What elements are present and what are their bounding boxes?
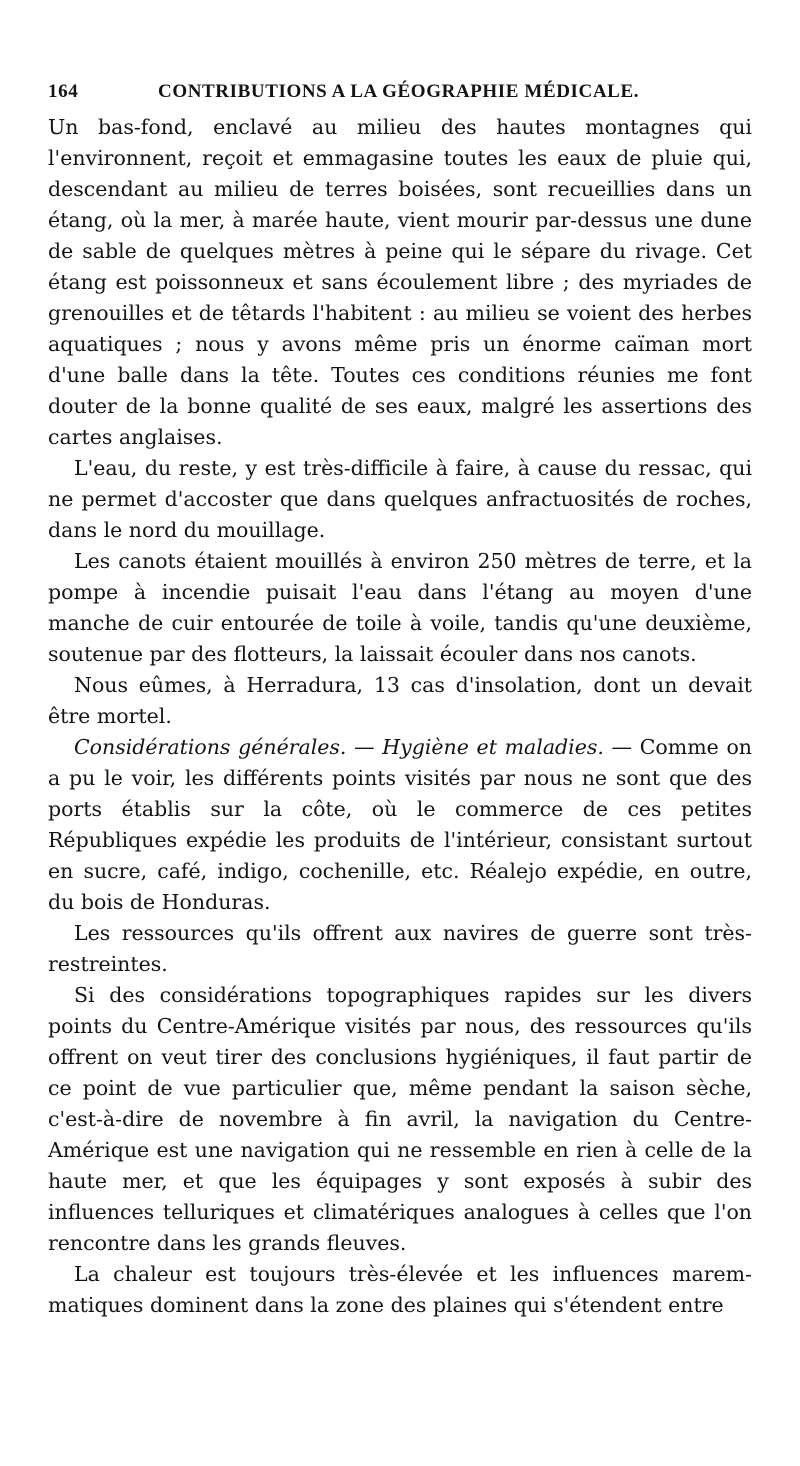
page-number: 164 xyxy=(48,81,79,102)
running-title: CONTRIBUTIONS A LA GÉOGRAPHIE MÉDICALE. xyxy=(158,81,640,102)
section-heading: Considérations générales. — Hygiène et maladies. — xyxy=(74,735,633,759)
paragraph-ressources: Les ressources qu'ils offrent aux navires de guerre sont très-restreintes. xyxy=(48,921,752,976)
section-text: Comme on a pu le voir, les différents points visités par nous ne sont que des ports établis sur la côte, où le commerce de ces petites Républiques expédie les produits de l'intérieur, consistant surtout en sucre, café, indigo, cochenille, etc. Réalejo expédie, en outre, du bois de Honduras. xyxy=(48,735,752,914)
body-text xyxy=(48,112,752,1321)
paragraph-canots: Les canots étaient mouillés à environ 250 mètres de terre, et la pompe à incendie puisait l'eau dans l'étang au moyen d'une manche de cuir entourée de toile à voile, tandis qu'une deuxième, soutenue par des flotteurs, la laissait écouler dans nos canots. xyxy=(48,549,752,666)
paragraph-insolation: Nous eûmes, à Herradura, 13 cas d'insolation, dont un devait être mortel. xyxy=(48,673,752,728)
section-paragraph xyxy=(48,732,752,918)
paragraph-considerations: Si des considérations topographiques rapides sur les divers points du Centre-Amérique visités par nous, des ressources qu'ils offrent on veut tirer des conclusions hygiéniques, il faut partir de ce point de vue particulier que, même pendant la saison sèche, c'est-à-dire de novembre à fin avril, la navigation du Centre-Amérique est une navigation qui ne ressemble en rien à celle de la haute mer, et que les équipages y sont exposés à subir des influences telluriques et climatériques analogues à celles que l'on rencontre dans les grands fleuves. xyxy=(48,983,752,1255)
book-page xyxy=(48,72,752,1321)
running-head xyxy=(48,72,752,112)
paragraph-eau: L'eau, du reste, y est très-difficile à faire, à cause du ressac, qui ne permet d'accoster que dans quelques anfractuosités de roches, dans le nord du mouillage. xyxy=(48,456,752,542)
paragraph-chaleur: La chaleur est toujours très-élevée et les influences marem-matiques dominent dans la zone des plaines qui s'étendent entre xyxy=(48,1262,752,1317)
paragraph-bas-fond: Un bas-fond, enclavé au milieu des hautes montagnes qui l'environnent, reçoit et emmagasine toutes les eaux de pluie qui, descendant au milieu de terres boisées, sont recueillies dans un étang, où la mer, à marée haute, vient mourir par-dessus une dune de sable de quelques mètres à peine qui le sépare du rivage. Cet étang est poissonneux et sans écoulement libre ; des myriades de grenouilles et de têtards l'habitent : au milieu se voient des herbes aquatiques ; nous y avons même pris un énorme caïman mort d'une balle dans la tête. Toutes ces conditions réunies me font douter de la bonne qualité de ses eaux, malgré les assertions des cartes anglaises. xyxy=(48,115,752,449)
